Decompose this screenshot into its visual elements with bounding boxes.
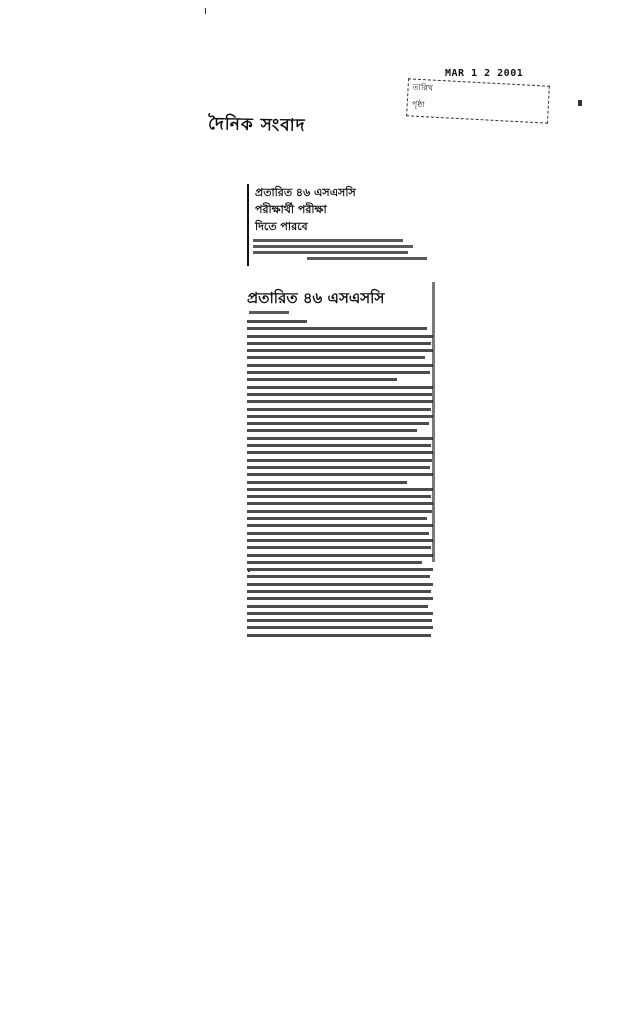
body-text-line [247,444,431,447]
newspaper-masthead: দৈনিক সংবাদ [207,114,306,136]
body-text-line [247,393,432,396]
body-text-line [247,466,430,469]
body-text-line [247,634,431,637]
body-text-line [247,459,432,462]
body-text-line [247,583,433,586]
body-text-line [247,371,430,374]
body-text-line [247,327,427,330]
body-text-line [247,400,433,403]
lead-body-text [247,236,415,263]
body-text-line [247,539,433,542]
body-text-line [247,495,431,498]
body-text-line [247,568,433,571]
body-text-line [247,488,433,491]
body-text-line [247,575,430,578]
stamp-date: MAR 1 2 2001 [445,68,524,79]
body-text-line [247,605,428,608]
body-text-line [247,437,433,440]
body-text-line [247,561,422,564]
scan-mark [578,100,582,106]
scan-mark [248,570,250,572]
body-text-line [247,429,417,432]
body-text-line [247,590,431,593]
body-text-line [247,626,433,629]
body-text-line [247,502,433,505]
body-text-line [247,619,432,622]
lead-headline-line-3: দিতে পারবে [255,220,308,233]
body-text-line [247,342,431,345]
article-body [247,320,435,641]
body-text-line [247,612,433,615]
body-text-line [247,597,433,600]
article-byline [249,308,289,317]
body-text-line [247,378,397,381]
scan-mark [205,8,206,14]
body-text-line [247,517,427,520]
newspaper-clipping [247,182,437,567]
body-text-line [247,356,425,359]
lead-headline-line-1: প্রতারিত ৪৬ এসএসসি [255,186,356,199]
body-text-line [247,473,433,476]
body-text-line [247,349,433,352]
lead-headline-line-2: পরীক্ষার্থী পরীক্ষা [255,203,327,216]
body-text-line [247,335,433,338]
body-text-line [247,364,433,367]
body-text-line [247,510,432,513]
stamp-row-page: পৃষ্ঠা [411,99,425,110]
body-text-line [247,451,433,454]
body-text-line [247,422,429,425]
body-text-line [247,320,307,323]
body-text-line [247,546,431,549]
received-stamp [405,62,555,124]
body-text-line [247,524,433,527]
body-text-line [247,481,407,484]
stamp-box [406,78,550,123]
body-text-line [247,408,431,411]
column-edge [432,282,435,562]
body-text-line [247,532,429,535]
article-headline: প্রতারিত ৪৬ এসএসসি [247,289,385,307]
stamp-row-date: তারিখ [412,82,434,93]
body-text-line [247,554,433,557]
body-text-line [247,386,433,389]
body-text-line [247,415,433,418]
